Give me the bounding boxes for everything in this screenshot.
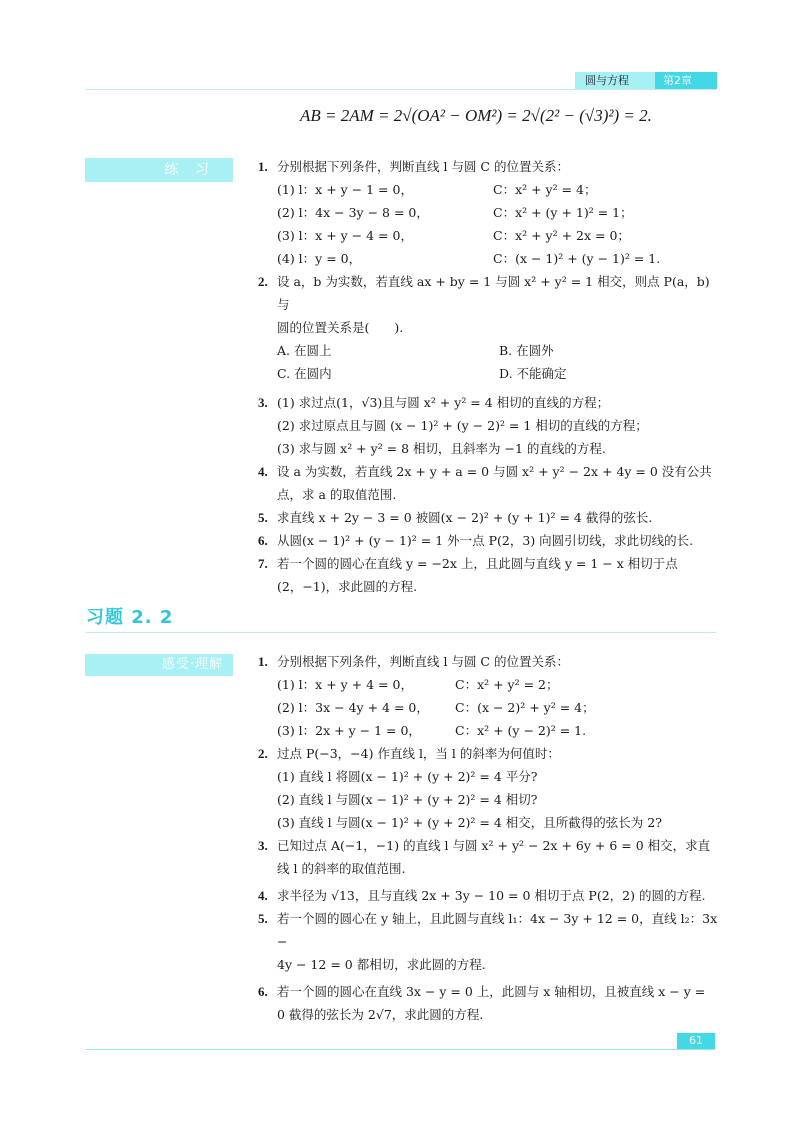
practice-question-7	[258, 552, 718, 598]
header-rule	[86, 89, 716, 90]
choice-c: C. 在圆内	[277, 366, 332, 381]
sub-question: (2) 求过原点且与圆 (x − 1)² + (y − 2)² = 1 相切的直线的方程；	[277, 418, 648, 433]
practice-question-6	[258, 529, 718, 552]
question-number: 4.	[258, 464, 268, 479]
circle-condition: C：x² + y² = 2；	[455, 677, 559, 692]
question-text-continued: 4y − 12 = 0 都相切，求此圆的方程.	[277, 957, 486, 972]
line-condition: (3) l：2x + y − 1 = 0，	[277, 723, 421, 738]
exercise-label: 感受·理解	[85, 654, 233, 676]
exercise-question-2	[258, 742, 718, 834]
question-text: 从圆(x − 1)² + (y − 1)² = 1 外一点 P(2，3) 向圆引切线，求此切线的长.	[277, 533, 694, 548]
question-number: 6.	[258, 533, 268, 548]
exercise-question-6	[258, 980, 718, 1026]
choice-d: D. 不能确定	[499, 366, 567, 381]
practice-label: 练 习	[85, 158, 233, 182]
question-number: 4.	[258, 888, 268, 903]
exercise-question-3	[258, 834, 718, 880]
sub-question: (3) 直线 l 与圆(x − 1)² + (y + 2)² = 4 相交，且所截得的弦长为 2?	[277, 815, 662, 830]
question-stem: 分别根据下列条件，判断直线 l 与圆 C 的位置关系：	[277, 654, 569, 669]
question-number: 1.	[258, 654, 268, 669]
question-number: 3.	[258, 395, 268, 410]
choice-row	[258, 362, 718, 385]
question-text: 若一个圆的圆心在直线 y = −2x 上，且此圆与直线 y = 1 − x 相切于点	[277, 556, 678, 571]
question-number: 2.	[258, 274, 268, 289]
line-condition: (1) l：x + y − 1 = 0，	[277, 182, 413, 197]
line-condition: (4) l：y = 0，	[277, 251, 362, 266]
question-text: 若一个圆的圆心在 y 轴上，且此圆与直线 l₁：4x − 3y + 12 = 0，直线 l₂：3x −	[277, 911, 718, 949]
question-text-continued: 点，求 a 的取值范围.	[277, 487, 397, 502]
practice-question-2	[258, 270, 718, 339]
condition-row	[258, 247, 718, 270]
circle-condition: C：(x − 1)² + (y − 1)² = 1.	[493, 251, 661, 266]
question-text: 已知过点 A(−1，−1) 的直线 l 与圆 x² + y² − 2x + 6y + 6 = 0 相交，求直	[277, 838, 711, 853]
line-condition: (2) l：3x − 4y + 4 = 0，	[277, 700, 429, 715]
practice-items	[258, 155, 718, 598]
condition-row	[258, 719, 718, 742]
question-number: 5.	[258, 911, 268, 926]
exercise-items	[258, 650, 718, 1026]
question-number: 6.	[258, 984, 268, 999]
question-number: 3.	[258, 838, 268, 853]
practice-question-5	[258, 506, 718, 529]
line-condition: (2) l：4x − 3y − 8 = 0，	[277, 205, 429, 220]
exercise-question-5	[258, 907, 718, 976]
sub-question: (1) 直线 l 将圆(x − 1)² + (y + 2)² = 4 平分?	[277, 769, 538, 784]
condition-row	[258, 201, 718, 224]
question-stem: 设 a，b 为实数，若直线 ax + by = 1 与圆 x² + y² = 1 相交，则点 P(a，b) 与	[277, 274, 710, 312]
sub-question: (3) 求与圆 x² + y² = 8 相切，且斜率为 −1 的直线的方程.	[277, 441, 606, 456]
question-text: 若一个圆的圆心在直线 3x − y = 0 上，此圆与 x 轴相切，且被直线 x − y =	[277, 984, 706, 999]
running-header	[575, 72, 717, 89]
question-number: 7.	[258, 556, 268, 571]
question-number: 2.	[258, 746, 268, 761]
question-text-continued: (2，−1)，求此圆的方程.	[277, 579, 418, 594]
question-stem-continued: 圆的位置关系是( ).	[277, 320, 404, 335]
practice-question-4	[258, 460, 718, 506]
practice-question-1	[258, 155, 718, 178]
question-text: 求直线 x + 2y − 3 = 0 被圆(x − 2)² + (y + 1)² = 4 截得的弦长.	[277, 510, 653, 525]
condition-row	[258, 224, 718, 247]
circle-condition: C：x² + (y − 2)² = 1.	[455, 723, 587, 738]
question-text: 设 a 为实数，若直线 2x + y + a = 0 与圆 x² + y² − 2x + 4y = 0 没有公共	[277, 464, 712, 479]
page-number: 61	[677, 1033, 715, 1049]
question-text: 求半径为 √13，且与直线 2x + 3y − 10 = 0 相切于点 P(2，2) 的圆的方程.	[277, 888, 706, 903]
circle-condition: C：x² + (y + 1)² = 1；	[493, 205, 633, 220]
exercise-question-1	[258, 650, 718, 673]
practice-question-3	[258, 391, 718, 460]
condition-row	[258, 178, 718, 201]
question-stem: 分别根据下列条件，判断直线 l 与圆 C 的位置关系：	[277, 159, 569, 174]
condition-row	[258, 673, 718, 696]
choice-a: A. 在圆上	[277, 343, 332, 358]
choice-b: B. 在圆外	[499, 343, 554, 358]
circle-condition: C：x² + y² + 2x = 0；	[493, 228, 630, 243]
chapter-number: 第2章	[655, 72, 717, 89]
sub-question: (1) 求过点(1，√3)且与圆 x² + y² = 4 相切的直线的方程；	[277, 395, 610, 410]
line-condition: (3) l：x + y − 4 = 0，	[277, 228, 413, 243]
chapter-title: 圆与方程	[575, 72, 655, 89]
circle-condition: C：(x − 2)² + y² = 4；	[455, 700, 595, 715]
sub-question: (2) 直线 l 与圆(x − 1)² + (y + 2)² = 4 相切?	[277, 792, 538, 807]
formula-line: AB = 2AM = 2√(OA² − OM²) = 2√(2² − (√3)²) = 2.	[300, 106, 652, 125]
question-text-continued: 线 l 的斜率的取值范围.	[277, 861, 406, 876]
question-stem: 过点 P(−3，−4) 作直线 l，当 l 的斜率为何值时：	[277, 746, 560, 761]
condition-row	[258, 696, 718, 719]
question-text-continued: 0 截得的弦长为 2√7，求此圆的方程.	[277, 1007, 484, 1022]
line-condition: (1) l：x + y + 4 = 0，	[277, 677, 413, 692]
choice-row	[258, 339, 718, 362]
question-number: 1.	[258, 159, 268, 174]
exercise-question-4	[258, 884, 718, 907]
section-rule	[86, 632, 716, 633]
footer-rule	[86, 1049, 716, 1050]
section-title: 习题 2. 2	[86, 607, 174, 628]
question-number: 5.	[258, 510, 268, 525]
circle-condition: C：x² + y² = 4；	[493, 182, 597, 197]
